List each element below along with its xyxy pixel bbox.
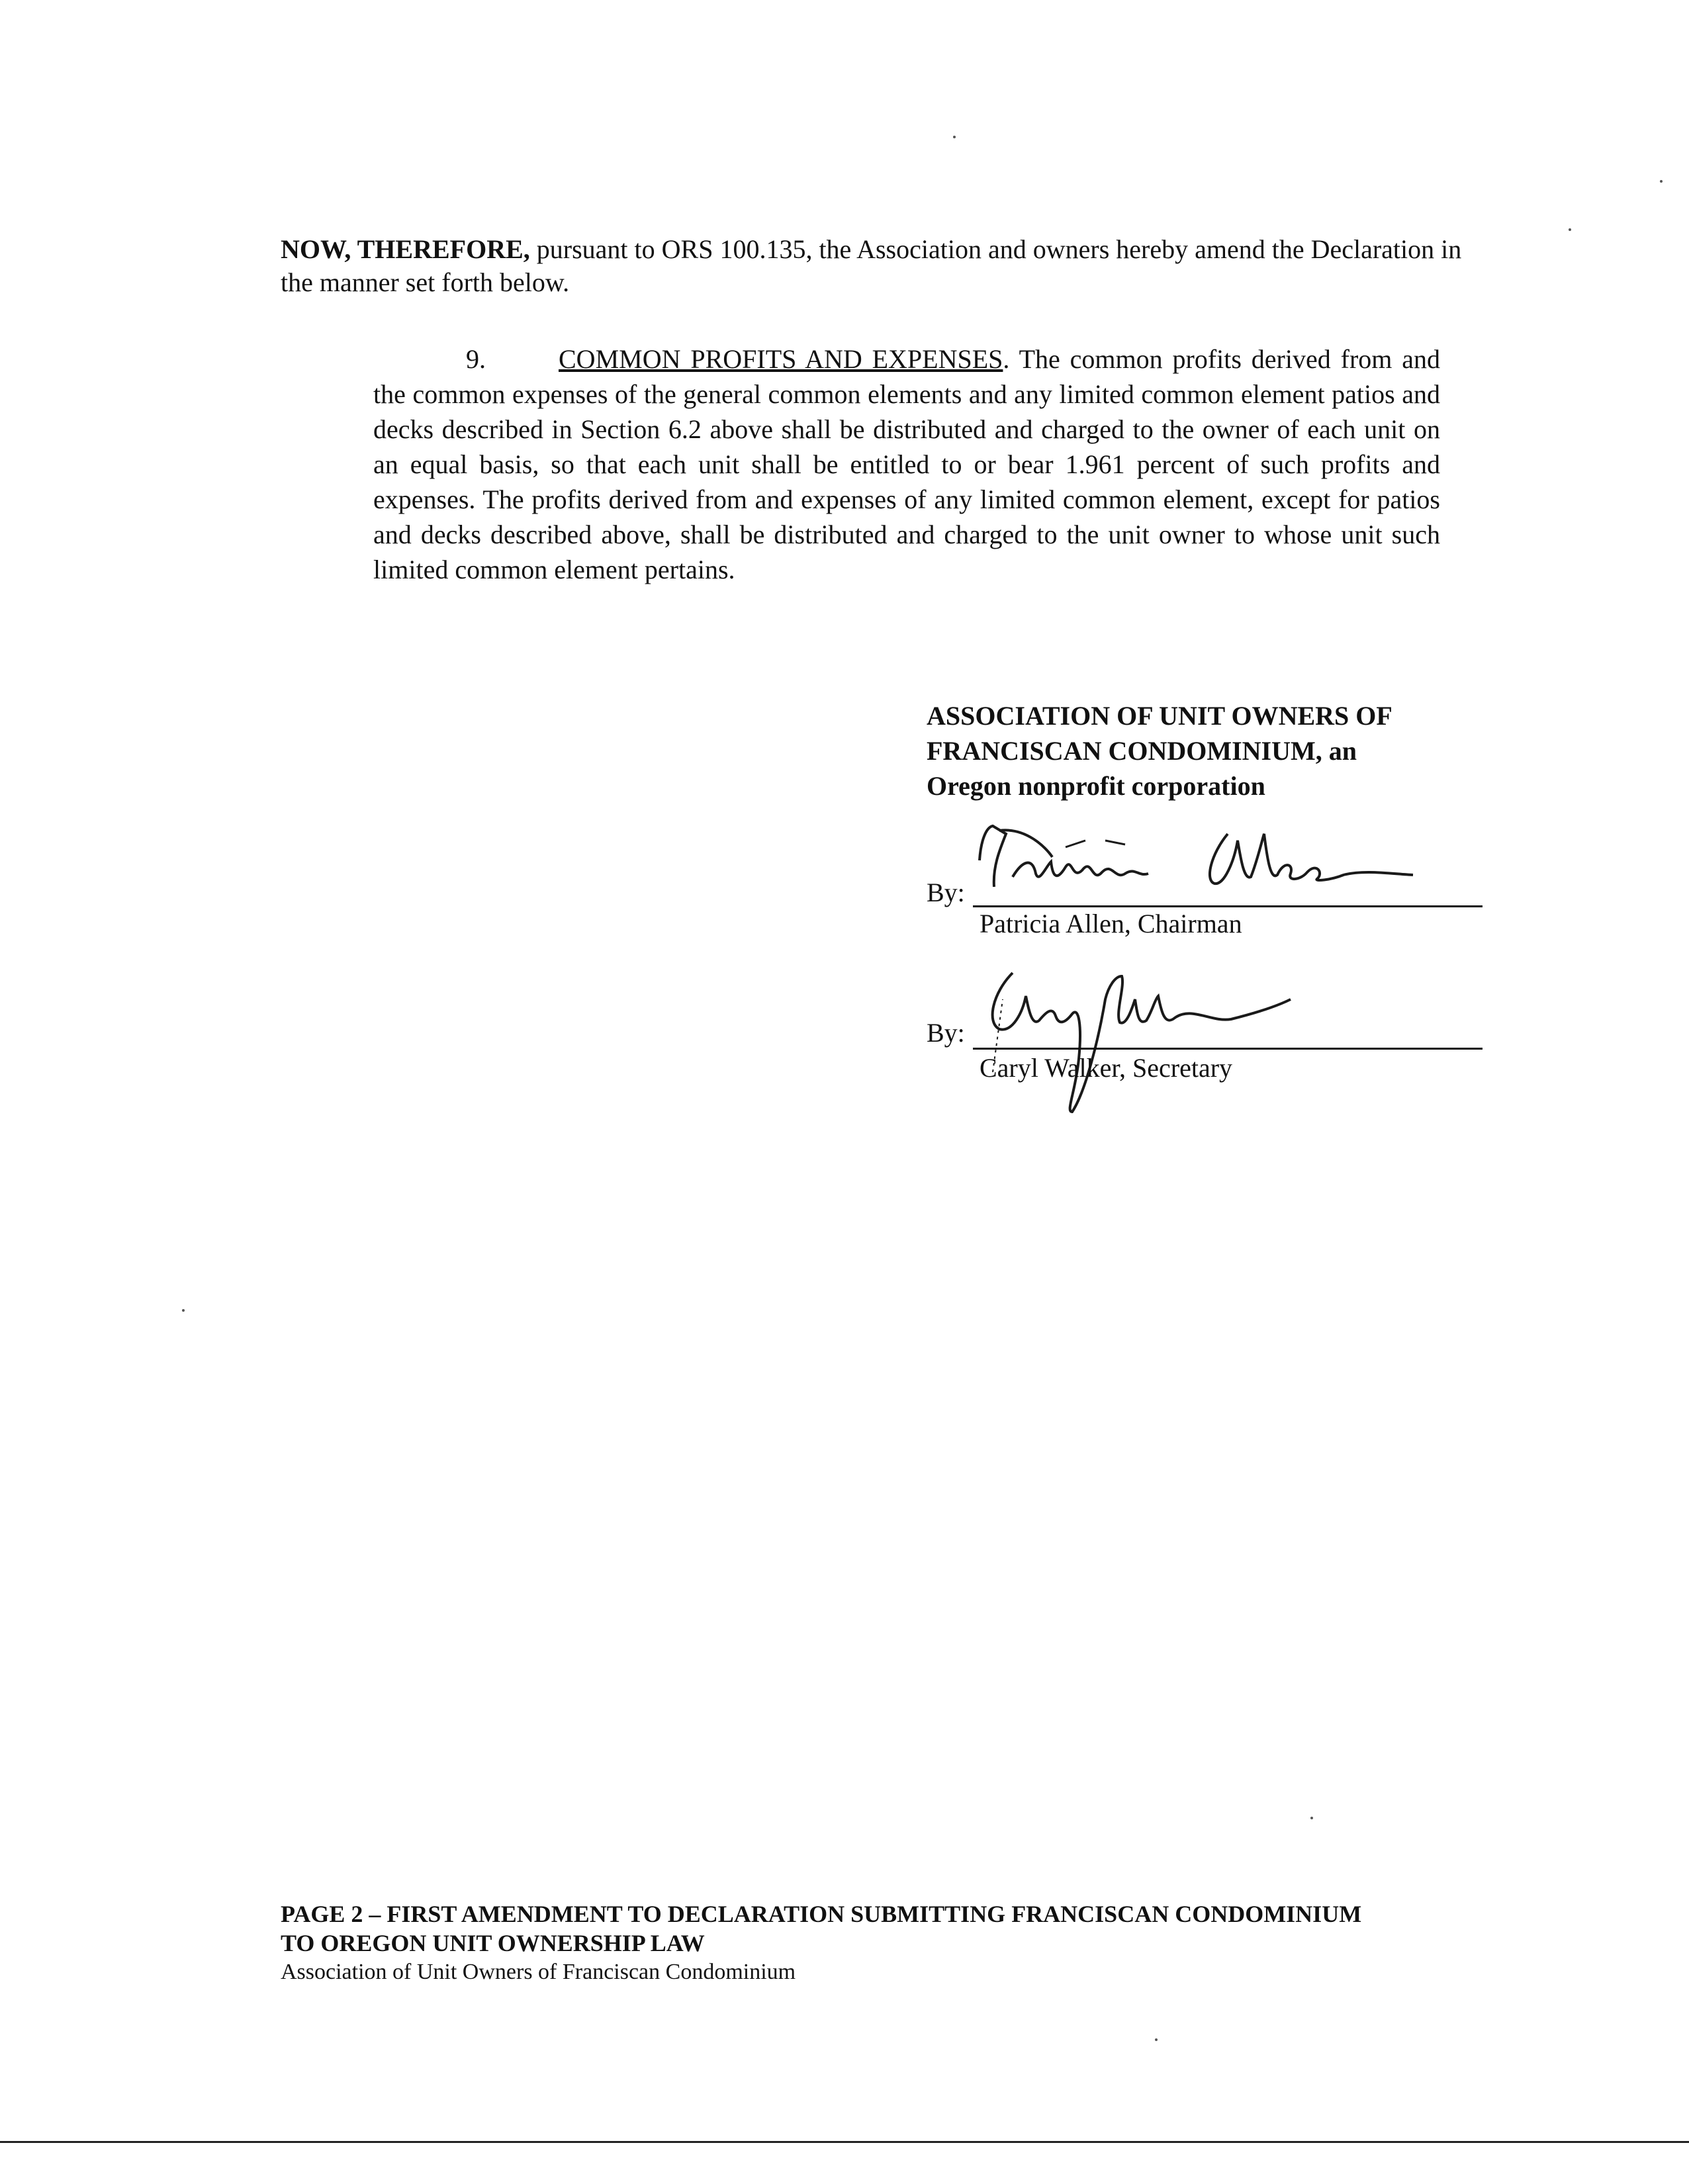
scan-speck [1310,1817,1313,1819]
section-heading: COMMON PROFITS AND EXPENSES [559,344,1003,374]
signature-line [973,1048,1483,1050]
intro-text: pursuant to ORS 100.135, the Association and owners hereby amend the Declaration in the manner set forth below. [281,234,1462,297]
intro-lead: NOW, THEREFORE, [281,234,530,264]
by-label: By: [927,878,965,907]
scan-speck [953,136,956,138]
page-footer [281,1899,1538,1987]
scan-speck [1155,2038,1158,2041]
association-line-2: FRANCISCAN CONDOMINIUM, an [927,736,1357,766]
signer-name-title: Caryl Walker, Secretary [980,1053,1233,1083]
signature-block-secretary [927,960,1483,1083]
chairman-signature-image [973,821,1449,900]
section-9-paragraph [373,341,1440,587]
association-line-3: Oregon nonprofit corporation [927,771,1265,801]
section-number: 9. [466,344,486,374]
signature-line [973,905,1483,907]
scan-speck [1660,180,1663,183]
signature-block-chairman [927,821,1483,938]
secretary-signature-image [973,960,1449,1125]
scan-speck [1569,228,1571,231]
signer-name-title: Patricia Allen, Chairman [980,909,1242,938]
footer-subtitle: Association of Unit Owners of Franciscan Condominium [281,1960,796,1984]
bottom-scan-edge [0,2141,1689,2143]
intro-paragraph [281,233,1498,299]
footer-title-line-2: TO OREGON UNIT OWNERSHIP LAW [281,1930,705,1956]
section-body: . The common profits derived from and the common expenses of the general common elements and any limited common element patios and decks described in Section 6.2 above shall be distributed and charged to the owner of each unit on an equal basis, so that each unit shall be entitled to or bear 1.961 percent of such profits and expenses. The profits derived from and expenses of any limited common element, except for patios and decks described above, shall be distributed and charged to the unit owner to whose unit such limited common element pertains. [373,344,1440,584]
footer-title-line-1: PAGE 2 – FIRST AMENDMENT TO DECLARATION SUBMITTING FRANCISCAN CONDOMINIUM [281,1901,1362,1927]
by-label: By: [927,1018,965,1048]
scan-speck [182,1309,185,1312]
association-name-block [927,698,1522,803]
association-line-1: ASSOCIATION OF UNIT OWNERS OF [927,701,1392,731]
